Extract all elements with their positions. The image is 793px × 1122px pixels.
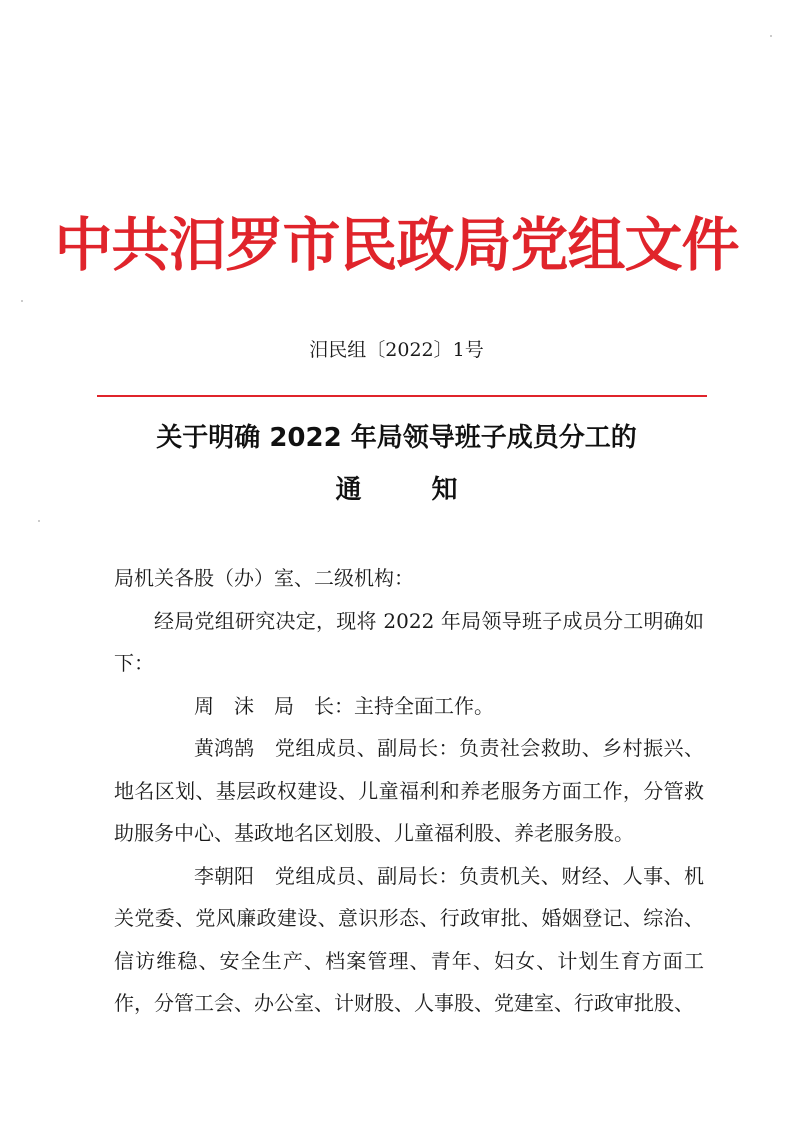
notice-title-line-1: 关于明确 2022 年局领导班子成员分工的 [156,423,637,453]
notice-title-char-2: 知 [431,475,458,505]
red-divider-line [97,395,707,397]
member-paragraph [114,685,704,728]
member-title: 党组成员、副局长： [274,863,460,888]
salutation: 局机关各股（办）室、二级机构： [114,566,414,590]
member-name: 周 沫 [194,693,254,718]
notice-title-char-1: 通 [335,475,362,505]
issuer-title: 中共汨罗市民政局党组文件 [54,211,739,279]
member-duty: 主持全面工作。 [354,693,494,718]
member-paragraph [114,855,704,1025]
notice-title-line-2 [0,468,793,512]
intro-paragraph: 经局党组研究决定，现将 2022 年局领导班子成员分工明确如下： [114,608,704,675]
member-paragraph [114,727,704,855]
scan-speck [770,35,772,37]
scan-speck [38,520,40,522]
scan-speck [21,300,23,302]
notice-body [114,557,704,1025]
member-name: 黄鸿鹄 [194,736,254,760]
member-name: 李朝阳 [194,863,254,888]
member-title: 党组成员、副局长： [274,736,460,760]
member-duty: 负责社会救助、乡村振兴、地名区划、基层政权建设、儿童福利和养老服务方面工作，分管救助服务中心、基政地名区划股、儿童福利股、养老服务股。 [114,736,705,845]
member-duty: 负责机关、财经、人事、机关党委、党风廉政建设、意识形态、行政审批、婚姻登记、综治、信访维稳、安全生产、档案管理、青年、妇女、计划生育方面工作，分管工会、办公室、计财股、人事股、党建室、行政审批股、 [114,863,705,1015]
member-title: 局 长： [274,693,354,718]
document-number: 汨民组〔2022〕1号 [309,339,484,361]
